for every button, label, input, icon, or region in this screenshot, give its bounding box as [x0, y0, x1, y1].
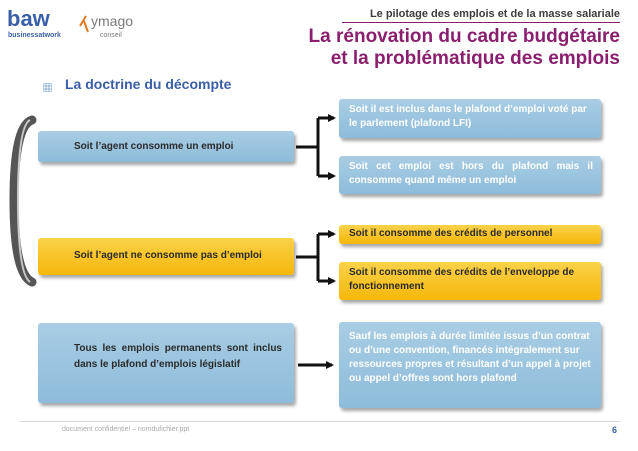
- box-lfi-ceiling: [339, 99, 601, 138]
- box-permanent-jobs-text: Tous les emplois permanents sont inclus dans le plafond d’emplois législatif: [74, 343, 282, 370]
- slide-title-line1: La rénovation du cadre budgétaire: [308, 26, 620, 47]
- slide-subtitle: Le pilotage des emplois et de la masse salariale: [369, 8, 620, 20]
- box-exceptions: [339, 322, 601, 408]
- box-lfi-ceiling-text: Soit il est inclus dans le plafond d’emploi voté par le parlement (plafond LFI): [349, 104, 587, 129]
- footer-divider: [20, 421, 620, 422]
- slide-title-line2: et la problématique des emplois: [330, 48, 620, 69]
- box-operating-credits: [339, 262, 601, 300]
- connector-1: [296, 118, 334, 176]
- box-consumes-job: [38, 131, 294, 162]
- box-personnel-credits-text: Soit il consomme des crédits de personnel: [349, 228, 553, 239]
- box-outside-ceiling: [339, 156, 601, 194]
- left-bracket: [14, 120, 32, 282]
- ymago-logo-tagline: conseil: [100, 32, 122, 39]
- box-no-job-consumed: [38, 238, 294, 275]
- box-personnel-credits: [339, 225, 601, 244]
- ymago-logo-text: ymago: [91, 13, 134, 29]
- baw-logo-text: baw: [7, 6, 50, 31]
- box-consumes-job-text: Soit l’agent consomme un emploi: [74, 141, 234, 152]
- box-no-job-consumed-text: Soit l’agent ne consomme pas d’emploi: [74, 250, 262, 261]
- baw-logo-tagline: businessatwork: [8, 32, 61, 39]
- section-heading: La doctrine du décompte: [65, 76, 232, 92]
- page-number: 6: [612, 425, 618, 435]
- box-permanent-jobs: [38, 323, 294, 403]
- connector-2: [296, 234, 334, 281]
- box-outside-ceiling-text: Soit cet emploi est hors du plafond mais il consomme quand même un emploi: [349, 161, 593, 186]
- box-exceptions-text: Sauf les emplois à durée limitée issus d’un contrat ou d’une convention, financés intégralement sur ressources propres et résultant d’un appel à projet ou appel d’offres sont hors plafond: [349, 331, 591, 384]
- box-operating-credits-text: Soit il consomme des crédits de l’enveloppe de fonctionnement: [349, 267, 575, 292]
- footer-document-label: document confidentiel – nomdufichier.ppt: [62, 426, 190, 433]
